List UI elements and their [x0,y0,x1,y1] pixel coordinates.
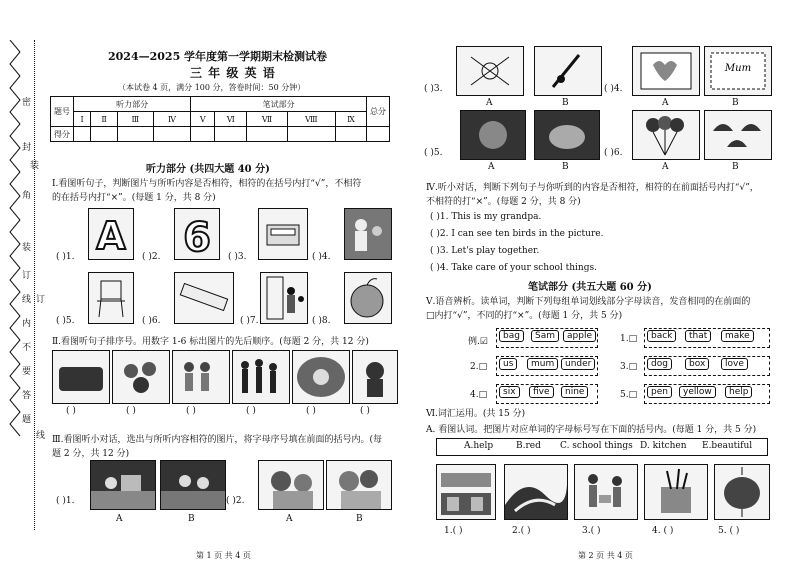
word: mum [527,358,558,370]
q5-group-1 [644,328,770,348]
word: love [721,358,748,370]
word: dog [647,358,672,370]
side-char: 题 [22,415,32,425]
balloons-picture [632,110,700,160]
q5-group-4 [496,384,598,404]
q1-text-2: 的在括号内打“×”。(每题 1 分，共 8 分) [52,193,216,203]
q3-3-b-label: B [562,98,569,108]
writing-heading: 笔试部分 (共五大题 60 分) [528,282,652,293]
q6-option-a: A.help [464,441,494,451]
score-cell[interactable] [367,127,390,142]
q2-blank[interactable]: ( ) [306,406,316,416]
family-picture [232,350,290,404]
pencil-box-picture [258,208,308,260]
school-things-picture [644,464,708,520]
q3-item-6[interactable]: ( )6. [604,148,623,158]
lantern-picture [714,464,770,520]
scenery-picture [504,464,568,520]
q4-text-1: Ⅳ.听小对话，判断下列句子与你听到的内容是否相符，相符的在前面括号内打“√”， [426,183,759,193]
q3-item-3[interactable]: ( )3. [424,84,443,94]
side-char-ding: 订 [36,295,46,305]
ruler-picture [174,272,234,324]
side-char: 答 [22,391,32,401]
q3-item-1[interactable]: ( )1. [56,496,75,506]
side-char: 角 [22,191,32,201]
chair-picture [88,272,134,324]
score-row2-label: 得分 [51,127,74,142]
q3-5-a-label: A [488,162,495,172]
q3-4-option-a-picture [632,46,700,96]
q5-label-1[interactable]: 1.□ [620,334,638,344]
roman-6: Ⅵ [215,112,247,127]
q4-item-3[interactable]: ( )3. Let's play together. [430,246,540,256]
svg-text:A: A [96,214,126,258]
word: under [561,358,595,370]
q6-blank-2[interactable]: 2.( ) [512,526,531,536]
word: bag [499,330,524,342]
q3-1-option-b-picture [160,460,226,510]
writing-col-label: 笔试部分 [191,97,367,112]
q6-option-e: E.beautiful [702,441,753,451]
score-cell[interactable] [191,127,215,142]
zigzag-border [6,40,28,540]
q3-4-b-label: B [732,98,739,108]
score-cell[interactable] [117,127,153,142]
q1-text-1: Ⅰ.看图听句子，判断图片与所听内容是否相符，相符的在括号内打“√”，不相符 [52,179,362,189]
family-door-picture [260,272,308,324]
q3-item-5[interactable]: ( )5. [424,148,443,158]
word: that [685,330,711,342]
q1-item-4[interactable]: ( )4. [312,252,331,262]
q5-example-label: 例.☑ [468,337,488,347]
q3-3-option-b-picture [534,46,602,96]
score-cell[interactable] [74,127,91,142]
q3-2-a-label: A [286,514,293,524]
word: help [725,386,752,398]
q1-item-8[interactable]: ( )8. [312,316,331,326]
q5-text-2: □内打“√”，不同的打“×”。(每题 1 分，共 5 分) [426,311,623,321]
q3-6-a-label: A [662,162,669,172]
q6-subA: A. 看图认词。把图片对应单词的字母标号写在下面的括号内。(每题 1 分，共 5 分) [426,425,757,435]
crowd-picture [292,350,350,404]
cut-line [34,40,35,530]
q4-item-4[interactable]: ( )4. Take care of your school things. [430,263,597,273]
q1-item-7[interactable]: ( )7. [240,316,259,326]
roman-4: Ⅳ [153,112,190,127]
score-table [50,96,390,142]
q1-item-3[interactable]: ( )3. [228,252,247,262]
word: yellow [679,386,716,398]
q6-option-d: D. kitchen [640,441,687,451]
listening-heading: 听力部分 (共四大题 40 分) [146,164,270,175]
q1-item-1[interactable]: ( )1. [56,252,75,262]
kids-play-picture [172,350,230,404]
side-char: 内 [22,319,32,329]
q3-1-b-label: B [188,514,195,524]
q3-1-a-label: A [116,514,123,524]
score-cell[interactable] [335,127,366,142]
svg-text:Mum: Mum [724,63,752,74]
side-char: 密 [22,98,32,108]
q2-blank[interactable]: ( ) [126,406,136,416]
word: box [685,358,709,370]
roman-9: Ⅸ [335,112,366,127]
pencil-case-picture [52,350,110,404]
q1-item-2[interactable]: ( )2. [142,252,161,262]
score-cell[interactable] [287,127,335,142]
q3-item-4[interactable]: ( )4. [604,84,623,94]
q2-blank[interactable]: ( ) [66,406,76,416]
kitchen-picture [436,464,496,520]
q5-text-1: Ⅴ.语音辨析。读单词，判断下列每组单词划线部分字母读音，发音相同的在前面的 [426,297,751,307]
q5-group-3 [644,356,770,376]
q3-2-option-b-picture [326,460,392,510]
roman-7: Ⅶ [247,112,287,127]
q3-text-2: 题 2 分，共 12 分) [52,449,130,459]
q3-4-a-label: A [662,98,669,108]
score-cell[interactable] [153,127,190,142]
birds-picture [112,350,170,404]
number-six-picture [174,208,220,260]
q3-5-option-b-picture [534,110,600,160]
roman-2: Ⅱ [91,112,118,127]
q3-5-option-a-picture [460,110,526,160]
q4-item-2[interactable]: ( )2. I can see ten birds in the picture. [430,229,604,239]
side-char: 装 [30,161,40,171]
helping-picture [574,464,638,520]
q3-3-option-a-picture [456,46,524,96]
q3-5-b-label: B [562,162,569,172]
q2-blank[interactable]: ( ) [246,406,256,416]
word: pen [647,386,672,398]
q2-blank[interactable]: ( ) [186,406,196,416]
score-cell[interactable] [215,127,247,142]
q3-2-b-label: B [356,514,363,524]
side-char: 装 [22,243,32,253]
q3-1-option-a-picture [90,460,156,510]
word: six [499,386,520,398]
q6-blank-5[interactable]: 5. ( ) [718,526,740,536]
exam-info: （本试卷 4 页，满分 100 分，答卷时间：50 分钟） [118,83,306,92]
roman-5: Ⅴ [191,112,215,127]
word: apple [563,330,596,342]
side-char-line: 线 [36,431,46,441]
q3-item-2[interactable]: ( )2. [226,496,245,506]
roman-8: Ⅷ [287,112,335,127]
q3-4-option-b-picture [704,46,772,96]
q5-label-4[interactable]: 4.□ [470,390,488,400]
q5-label-3[interactable]: 3.□ [620,362,638,372]
letter-a-picture [88,208,134,260]
q6-heading: Ⅵ.词汇运用。(共 15 分) [426,409,526,419]
q6-option-c: C. school things [560,441,633,451]
q1-item-6[interactable]: ( )6. [142,316,161,326]
footer-right: 第 2 页 共 4 页 [578,551,633,560]
side-char: 要 [22,367,32,377]
q6-blank-3[interactable]: 3.( ) [582,526,601,536]
umbrellas-picture [704,110,772,160]
word: us [499,358,517,370]
q6-blank-1[interactable]: 1.( ) [444,526,463,536]
footer-left: 第 1 页 共 4 页 [196,551,251,560]
word: five [529,386,554,398]
side-char: 封 [22,143,32,153]
q3-6-b-label: B [732,162,739,172]
q5-label-2[interactable]: 2.□ [470,362,488,372]
q4-item-1[interactable]: ( )1. This is my grandpa. [430,212,542,222]
side-char: 订 [22,271,32,281]
exam-subtitle: 三 年 级 英 语 [190,66,276,80]
roman-3: Ⅲ [117,112,153,127]
word: nine [561,386,588,398]
q1-item-5[interactable]: ( )5. [56,316,75,326]
word: Sam [531,330,559,342]
side-char: 不 [22,343,32,353]
q3-2-option-a-picture [258,460,324,510]
score-cell[interactable] [247,127,287,142]
q2-blank[interactable]: ( ) [360,406,370,416]
cat-picture [352,350,398,404]
side-char: 线 [22,295,32,305]
q5-example-group [496,328,598,348]
q5-group-5 [644,384,770,404]
listening-col-label: 听力部分 [74,97,191,112]
word: back [647,330,676,342]
score-cell[interactable] [91,127,118,142]
exam-title: 2024—2025 学年度第一学期期末检测试卷 [108,50,328,63]
q2-text: Ⅱ.看图听句子排序号。用数字 1-6 标出图片的先后顺序。(每题 2 分，共 12 分) [52,337,369,347]
q5-group-2 [496,356,598,376]
score-row1-label: 题号 [51,97,74,127]
svg-text:6: 6 [183,215,211,259]
roman-1: Ⅰ [74,112,91,127]
people-picture [344,208,392,260]
word: make [721,330,754,342]
q5-label-5[interactable]: 5.□ [620,390,638,400]
q3-text-1: Ⅲ.看图听小对话，选出与所听内容相符的图片，将字母序号填在前面的括号内。(每 [52,435,383,445]
q3-3-a-label: A [486,98,493,108]
fruit-picture [344,272,392,324]
q6-option-b: B.red [516,441,541,451]
q4-text-2: 不相符的打“×”。(每题 2 分，共 8 分) [426,197,581,207]
total-label: 总分 [367,97,390,127]
q6-blank-4[interactable]: 4. ( ) [652,526,674,536]
